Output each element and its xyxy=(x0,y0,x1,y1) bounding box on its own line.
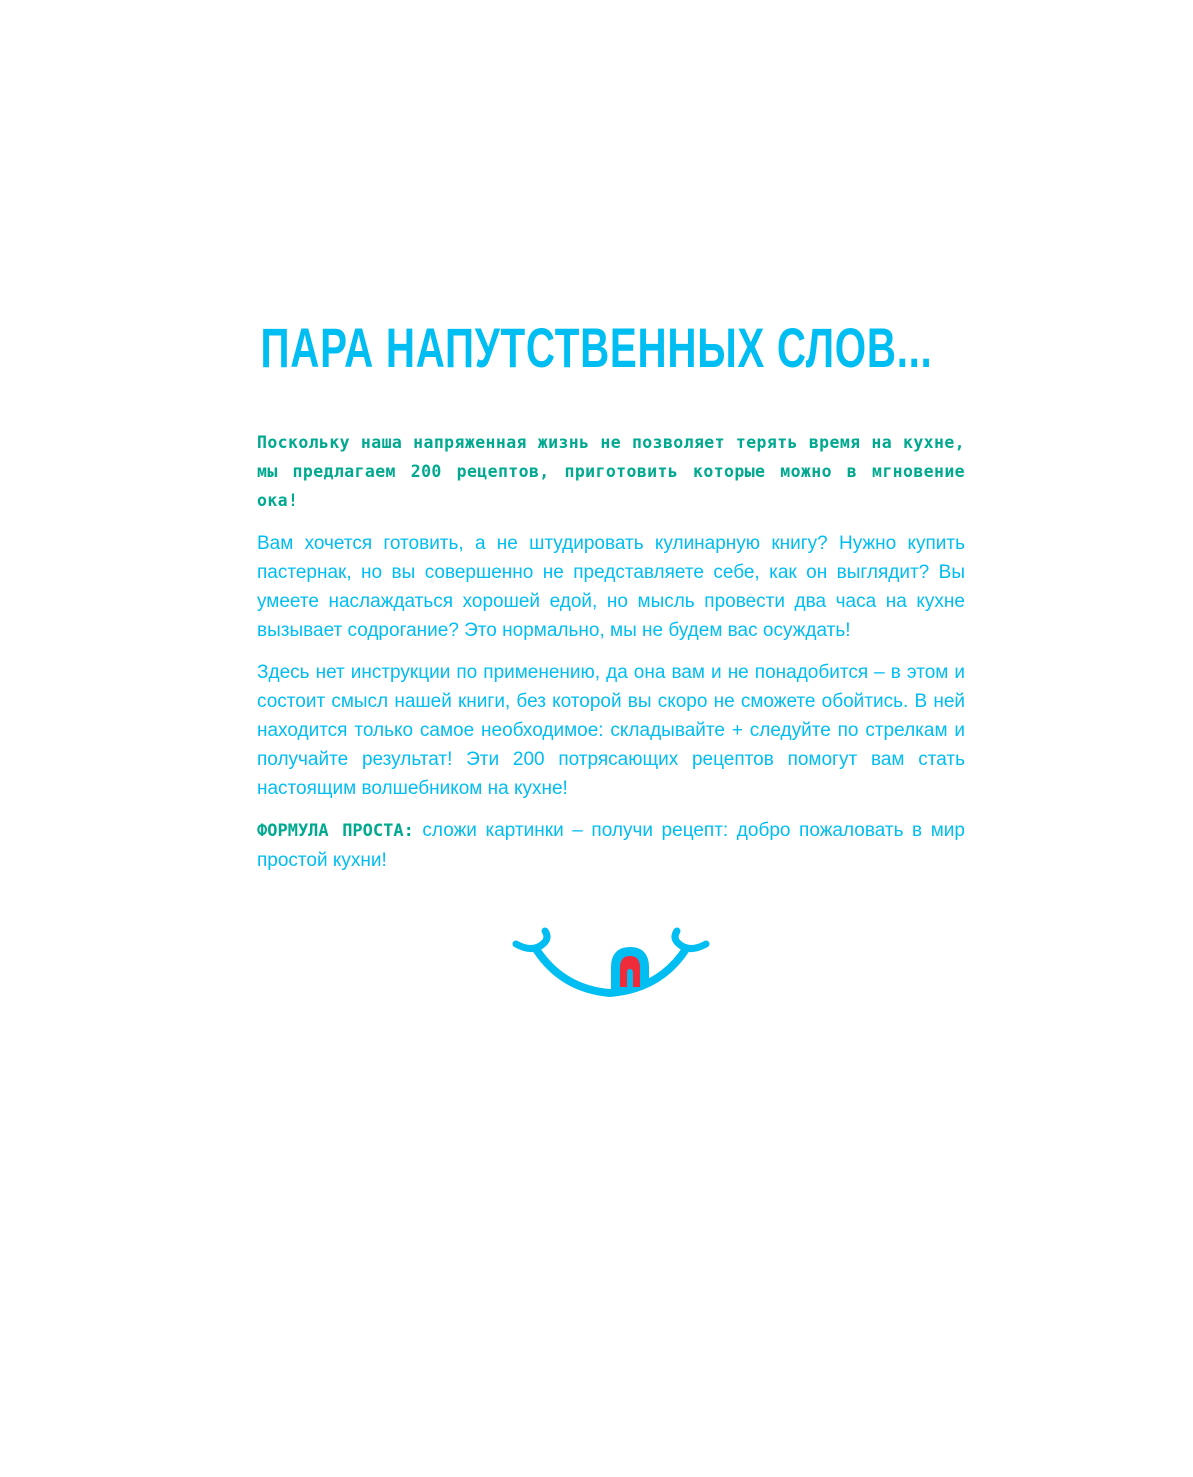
lead-paragraph: Поскольку наша напряженная жизнь не позволяет терять время на кухне, мы предлагаем 200 рецептов, приготовить которые можно в мгновение ока! xyxy=(257,433,965,510)
tongue-groove xyxy=(627,969,633,987)
paragraph-2: Здесь нет инструкции по применению, да она вам и не понадобится – в этом и состоит смысл нашей книги, без которой вы скоро не сможете обойтись. В ней находится только самое необходимое: складывайте + следуйте по стрелкам и получайте результат! Эти 200 потрясающих рецептов помогут вам стать настоящим волшебником на кухне! xyxy=(257,662,965,799)
smiling-mouth-with-tongue-icon xyxy=(510,925,712,1005)
page-title: ПАРА НАПУТСТВЕННЫХ СЛОВ... xyxy=(260,316,933,379)
formula-label: ФОРМУЛА ПРОСТА: xyxy=(257,821,414,841)
left-cheek-hook xyxy=(516,931,547,949)
formula-text: сложи картинки – получи рецепт: добро пожаловать в мир простой кухни! xyxy=(257,820,965,871)
formula-paragraph xyxy=(257,816,965,875)
paragraph-1: Вам хочется готовить, а не штудировать кулинарную книгу? Нужно купить пастернак, но вы совершенно не представляете себе, как он выглядит? Вы умеете наслаждаться хорошей едой, но мысль провести два часа на кухне вызывает содрогание? Это нормально, мы не будем вас осуждать! xyxy=(257,533,965,641)
intro-text-block xyxy=(257,428,965,888)
right-cheek-hook xyxy=(675,931,706,949)
